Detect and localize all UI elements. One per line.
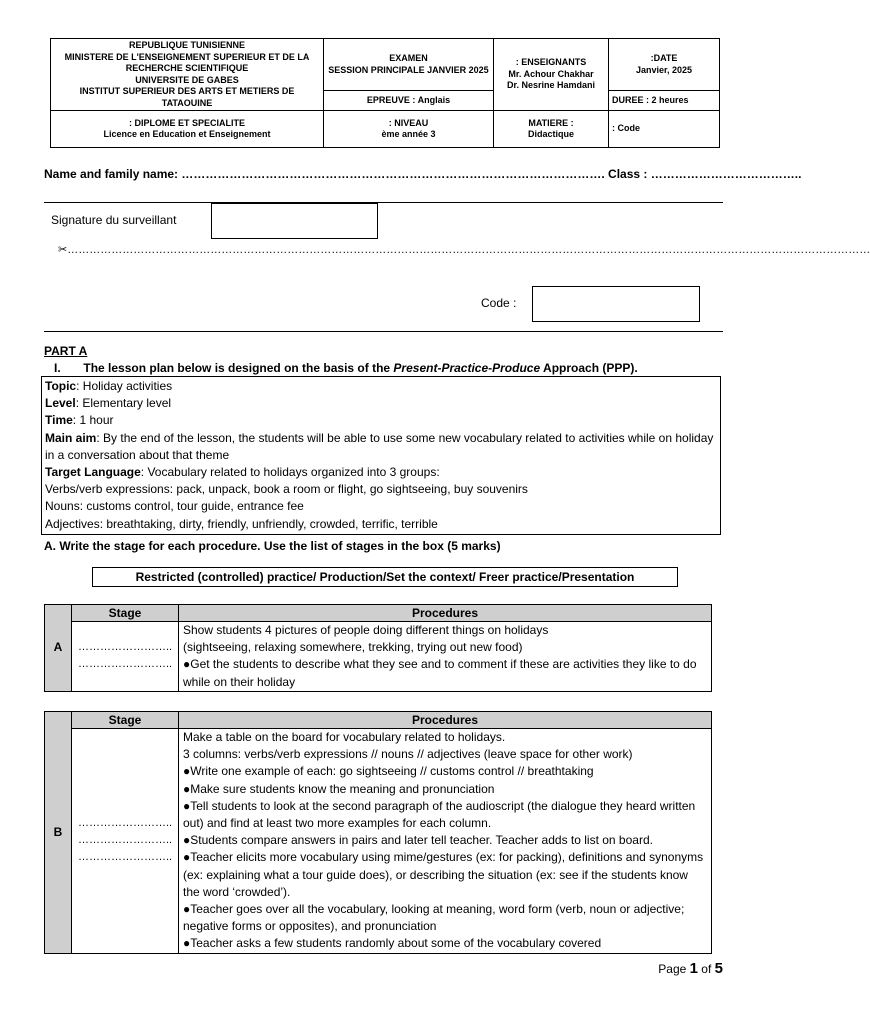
intro-text: The lesson plan below is designed on the basis of the	[83, 361, 394, 375]
lp-verbs: Verbs/verb expressions: pack, unpack, book a room or flight, go sightseeing, buy souvenirs	[45, 482, 528, 497]
lp-level: Level: Elementary level	[45, 396, 172, 411]
epreuve-cell: EPREUVE : Anglais	[324, 91, 494, 111]
procedure-line: ●Tell students to look at the second paragraph of the audioscript (the dialogue they heard written out) and find at least two more examples for each column.	[183, 798, 696, 831]
intro-approach: Present-Practice-Produce	[393, 361, 541, 375]
stage-answer-a[interactable]	[72, 622, 179, 692]
procedure-line: ●Students compare answers in pairs and later tell teacher. Teacher adds to list on board.	[183, 833, 653, 848]
lp-topic: Topic: Holiday activities	[45, 379, 173, 393]
procedure-line: ●Get the students to describe what they see and to comment if these are activities they like to do while on their holiday	[183, 657, 697, 689]
diplome-cell: : DIPLOME ET SPECIALITE Licence en Education et Enseignement	[51, 111, 324, 148]
stage-answer-b[interactable]	[72, 729, 179, 954]
page-number: Page 1 of 5	[658, 960, 723, 977]
procedure-line: ●Write one example of each: go sightseeing // customs control // breathtaking	[183, 764, 594, 779]
procedures-header: Procedures	[179, 712, 712, 729]
signature-label: Signature du surveillant	[51, 213, 177, 227]
institution-cell: REPUBLIQUE TUNISIENNE MINISTERE DE L'ENSEIGNEMENT SUPERIEUR ET DE LA RECHERCHE SCIENTIFIQUE UNIVERSITE DE GABES INSTITUT SUPERIEUR DES ARTS ET METIERS DE TATAOUINE	[51, 39, 324, 111]
procedures-a	[179, 622, 712, 692]
stage-blank: ……………………..	[77, 851, 173, 864]
procedures-b	[179, 729, 712, 954]
stage-table-b	[44, 711, 712, 954]
lp-adjectives: Adjectives: breathtaking, dirty, friendly, unfriendly, crowded, terrific, terrible	[45, 516, 438, 531]
matiere-cell: MATIERE : Didactique	[494, 111, 609, 148]
code-box[interactable]	[532, 286, 700, 322]
lp-main-aim: Main aim: By the end of the lesson, the students will be able to use some new vocabulary related to activities while on holiday in a conversation about that theme	[45, 430, 714, 462]
stage-blank: ……………………..	[77, 834, 173, 847]
stages-list-box: Restricted (controlled) practice/ Production/Set the context/ Freer practice/Presentation	[92, 567, 678, 587]
lp-nouns: Nouns: customs control, tour guide, entrance fee	[45, 499, 304, 514]
divider-bottom	[44, 331, 723, 332]
section-number: I.	[54, 361, 61, 375]
stage-blank: ……………………..	[77, 817, 173, 830]
teachers-cell: : ENSEIGNANTS Mr. Achour Chakhar Dr. Nesrine Hamdani	[494, 39, 609, 111]
procedure-line: Show students 4 pictures of people doing different things on holidays	[183, 623, 549, 637]
date-cell: :DATE Janvier, 2025	[609, 39, 720, 91]
stage-table-a	[44, 604, 712, 692]
procedure-line: ●Teacher asks a few students randomly about some of the vocabulary covered	[183, 936, 602, 951]
stage-blank: ……………………..	[77, 641, 173, 654]
procedure-line: ●Teacher elicits more vocabulary using mime/gestures (ex: for packing), definitions and synonyms (ex: explaining what a tour guide does), or describing the situation (ex: see if the students know the word ‘crowded’).	[183, 850, 704, 899]
row-letter-b: B	[45, 712, 72, 954]
stage-header: Stage	[72, 712, 179, 729]
stage-header: Stage	[72, 605, 179, 622]
part-intro	[54, 361, 638, 375]
stage-blank: ……………………..	[77, 658, 173, 671]
signature-box[interactable]	[211, 203, 378, 239]
code-label: Code :	[481, 296, 517, 310]
procedure-line: ●Teacher goes over all the vocabulary, looking at meaning, word form (verb, noun or adjective; negative forms or opposites), and pronunciation	[183, 902, 685, 934]
procedure-line: 3 columns: verbs/verb expressions // nouns // adjectives (leave space for other work)	[183, 747, 633, 762]
exam-header-table	[50, 38, 720, 148]
code-cell: : Code	[609, 111, 720, 148]
intro-text-end: Approach (PPP).	[540, 361, 638, 375]
exam-cell: EXAMEN SESSION PRINCIPALE JANVIER 2025	[324, 39, 494, 91]
niveau-cell: : NIVEAU ème année 3	[324, 111, 494, 148]
row-letter-a: A	[45, 605, 72, 692]
procedures-header: Procedures	[179, 605, 712, 622]
lp-target-language: Target Language: Vocabulary related to holidays organized into 3 groups:	[45, 465, 440, 480]
question-a: A. Write the stage for each procedure. Use the list of stages in the box (5 marks)	[44, 539, 501, 553]
name-class-line: Name and family name: ……………………………………………………………………………………………. Class : ………………………………..	[44, 167, 802, 181]
procedure-line: ●Make sure students know the meaning and pronunciation	[183, 781, 495, 796]
divider-top	[44, 202, 723, 203]
procedure-line: Make a table on the board for vocabulary related to holidays.	[183, 730, 506, 744]
cut-line: ✂…………………………………………………………………………………………………………………………………………………………………………………………………	[58, 244, 870, 256]
lp-time: Time: 1 hour	[45, 413, 114, 428]
procedure-line: (sightseeing, relaxing somewhere, trekking, trying out new food)	[183, 640, 523, 655]
part-title: PART A	[44, 344, 88, 358]
lesson-plan-box	[41, 376, 721, 535]
duree-cell: DUREE : 2 heures	[609, 91, 720, 111]
